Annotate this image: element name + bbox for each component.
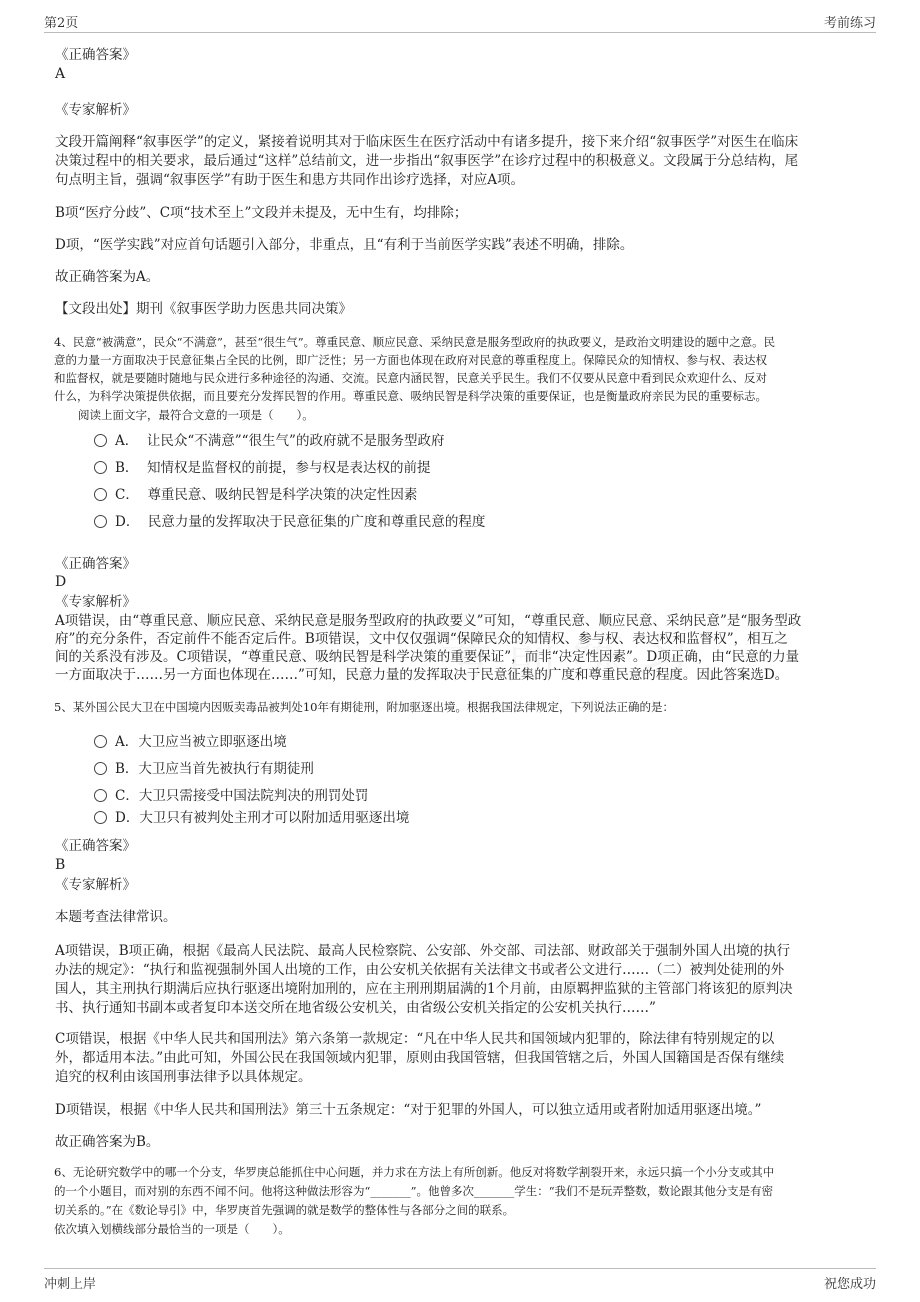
analysis-text-line: D项，“医学实践”对应首句话题引入部分，非重点，且“有利于当前医学实践”表述不明确，排除。 <box>55 237 634 253</box>
footer-left-text: 冲刺上岸 <box>44 1277 97 1292</box>
analysis-label: 《专家解析》 <box>55 594 136 610</box>
radio-button-icon[interactable] <box>94 434 107 447</box>
analysis-text-line: 文段开篇阐释“叙事医学”的定义，紧接着说明其对于临床医生在医疗活动中有诸多提升，接下来介绍“叙事医学”对医生在临床 <box>55 134 799 150</box>
correct-answer-label: 《正确答案》 <box>55 838 136 854</box>
radio-button-icon[interactable] <box>94 762 107 775</box>
option-text: 尊重民意、吸纳民智是科学决策的决定性因素 <box>147 487 418 503</box>
correct-answer-label: 《正确答案》 <box>55 47 136 63</box>
analysis-text-line: 外，都适用本法。”由此可知，外国公民在我国领域内犯罪，原则由我国管辖，但我国管辖之后，外国人国籍国是否保有继续 <box>55 1050 785 1066</box>
option-key: B． <box>115 761 139 777</box>
radio-button-icon[interactable] <box>94 461 107 474</box>
question-stem-line: 4、民意“被满意”，民众“不满意”，甚至“很生气”。尊重民意、顺应民意、采纳民意是服务型政府的执政要义，是政治文明建设的题中之意。民 <box>54 335 776 349</box>
option-text: 大卫只需接受中国法院判决的刑罚处罚 <box>138 788 369 804</box>
option-key: D． <box>115 514 140 530</box>
option-text: 大卫应当首先被执行有期徒刑 <box>138 761 314 777</box>
analysis-text-line: 句点明主旨，强调“叙事医学”有助于医生和患方共同作出诊疗选择，对应A项。 <box>55 172 525 188</box>
analysis-text-line: 决策过程中的相关要求，最后通过“这样”总结前文，进一步指出“叙事医学”在诊疗过程中的积极意义。文段属于分总结构，尾 <box>55 153 799 169</box>
radio-button-icon[interactable] <box>94 789 107 802</box>
analysis-text-line: 府”的充分条件，否定前件不能否定后件。B项错误，文中仅仅强调“保障民众的知情权、参与权、表达权和监督权”，相互之 <box>55 631 788 647</box>
option-b[interactable] <box>94 758 314 780</box>
option-text: 民意力量的发挥取决于民意征集的广度和尊重民意的程度 <box>147 514 486 530</box>
option-c[interactable] <box>94 785 368 807</box>
option-text: 大卫应当被立即驱逐出境 <box>138 734 287 750</box>
question-stem-line: 6、无论研究数学中的哪一个分支，华罗庚总能抓住中心问题，并力求在方法上有所创新。他反对将数学割裂开来，永远只搞一个小分支或其中 <box>54 1165 775 1179</box>
analysis-label: 《专家解析》 <box>55 102 136 118</box>
page-header <box>44 10 876 33</box>
option-key: A． <box>115 734 139 750</box>
page-number: 第2页 <box>44 16 79 31</box>
option-b[interactable] <box>94 457 431 479</box>
analysis-text-line: A项错误，由“尊重民意、顺应民意、采纳民意是服务型政府的执政要义”可知，“尊重民意、顺应民意、采纳民意”是“服务型政 <box>55 613 802 629</box>
analysis-text-line: B项“医疗分歧”、C项“技术至上”文段并未提及，无中生有，均排除； <box>55 205 468 221</box>
source-citation: 【文段出处】期刊《叙事医学助力医患共同决策》 <box>55 301 352 317</box>
option-key: B． <box>115 460 139 476</box>
header-title: 考前练习 <box>823 16 876 31</box>
correct-answer-value: D <box>55 574 67 590</box>
analysis-text-line: 间的关系没有涉及。C项错误，“尊重民意、吸纳民智是科学决策的重要保证”，而非“决定性因素”。D项正确，由“民意的力量 <box>55 649 800 665</box>
option-d[interactable] <box>94 511 485 533</box>
question-stem-line: 切关系的。”在《数论导引》中，华罗庚首先强调的就是数学的整体性与各部分之间的联系。 <box>54 1203 515 1217</box>
analysis-intro: 本题考查法律常识。 <box>55 909 177 925</box>
analysis-text-line: A项错误，B项正确，根据《最高人民法院、最高人民检察院、公安部、外交部、司法部、财政部关于强制外国人出境的执行 <box>55 943 791 959</box>
option-c[interactable] <box>94 484 417 506</box>
radio-button-icon[interactable] <box>94 488 107 501</box>
correct-answer-value: B <box>55 857 66 873</box>
option-text: 知情权是监督权的前提，参与权是表达权的前提 <box>147 460 431 476</box>
correct-answer-value: A <box>55 66 66 82</box>
option-text: 大卫只有被判处主刑才可以附加适用驱逐出境 <box>139 810 410 826</box>
analysis-conclusion: 故正确答案为A。 <box>55 269 160 285</box>
radio-button-icon[interactable] <box>94 515 107 528</box>
analysis-text-line: 国人，其主刑执行期满后应执行驱逐出境附加刑的，应在主刑刑期届满的1个月前，由原羁押监狱的主管部门将该犯的原判决 <box>55 981 793 997</box>
analysis-text-line: 追究的权利由该国刑事法律予以具体规定。 <box>55 1069 312 1085</box>
analysis-text-line: C项错误，根据《中华人民共和国刑法》第六条第一款规定：“凡在中华人民共和国领域内犯罪的，除法律有特别规定的以 <box>55 1031 775 1047</box>
page-footer <box>44 1268 876 1291</box>
option-key: C． <box>115 487 139 503</box>
option-text: 让民众“不满意”“很生气”的政府就不是服务型政府 <box>146 433 445 449</box>
option-a[interactable] <box>94 731 287 753</box>
option-key: A． <box>115 433 139 449</box>
footer-right-text: 祝您成功 <box>823 1277 876 1292</box>
option-key: D． <box>115 810 140 826</box>
question-stem-line: 什么，为科学决策提供依据，而且要充分发挥民智的作用。尊重民意、吸纳民智是科学决策的重要保证，也是衡量政府亲民为民的重要标志。 <box>54 389 767 403</box>
option-key: C． <box>115 788 139 804</box>
question-stem-line: 意的力量一方面取决于民意征集占全民的比例，即广泛性；另一方面也体现在政府对民意的尊重程度上。保障民众的知情权、参与权、表达权 <box>54 353 767 367</box>
question-stem: 5、某外国公民大卫在中国境内因贩卖毒品被判处10年有期徒刑，附加驱逐出境。根据我国法律规定，下列说法正确的是： <box>54 700 674 714</box>
correct-answer-label: 《正确答案》 <box>55 556 136 572</box>
question-stem-line: 和监督权，就是要随时随地与民众进行多种途径的沟通、交流。民意内涵民智，民意关乎民生。我们不仅要从民意中看到民众欢迎什么、反对 <box>54 371 767 385</box>
analysis-text-line: 书、执行通知书副本或者复印本送交所在地省级公安机关，由省级公安机关指定的公安机关执行……” <box>55 1000 656 1016</box>
analysis-text-line: 办法的规定》：“执行和监视强制外国人出境的工作，由公安机关依据有关法律文书或者公文进行……（二）被判处徒刑的外 <box>55 962 785 978</box>
question-stem-line: 的一个小题目，而对别的东西不闻不问。他将这种做法形容为“_______”。他曾多次_______学生：“我们不是玩弄整数，数论跟其他分支是有密 <box>54 1184 774 1198</box>
analysis-conclusion: 故正确答案为B。 <box>55 1134 160 1150</box>
option-a[interactable] <box>94 430 444 452</box>
radio-button-icon[interactable] <box>94 735 107 748</box>
question-prompt: 阅读上面文字，最符合文意的一项是（ ）。 <box>78 408 314 422</box>
radio-button-icon[interactable] <box>94 811 107 824</box>
analysis-text-line: 一方面取决于……另一方面也体现在……”可知，民意力量的发挥取决于民意征集的广度和尊重民意的程度。因此答案选D。 <box>55 667 789 683</box>
option-d[interactable] <box>94 807 409 829</box>
question-prompt: 依次填入划横线部分最恰当的一项是（ ）。 <box>54 1222 290 1236</box>
analysis-label: 《专家解析》 <box>55 877 136 893</box>
analysis-text-line: D项错误，根据《中华人民共和国刑法》第三十五条规定：“对于犯罪的外国人，可以独立适用或者附加适用驱逐出境。” <box>55 1102 762 1118</box>
